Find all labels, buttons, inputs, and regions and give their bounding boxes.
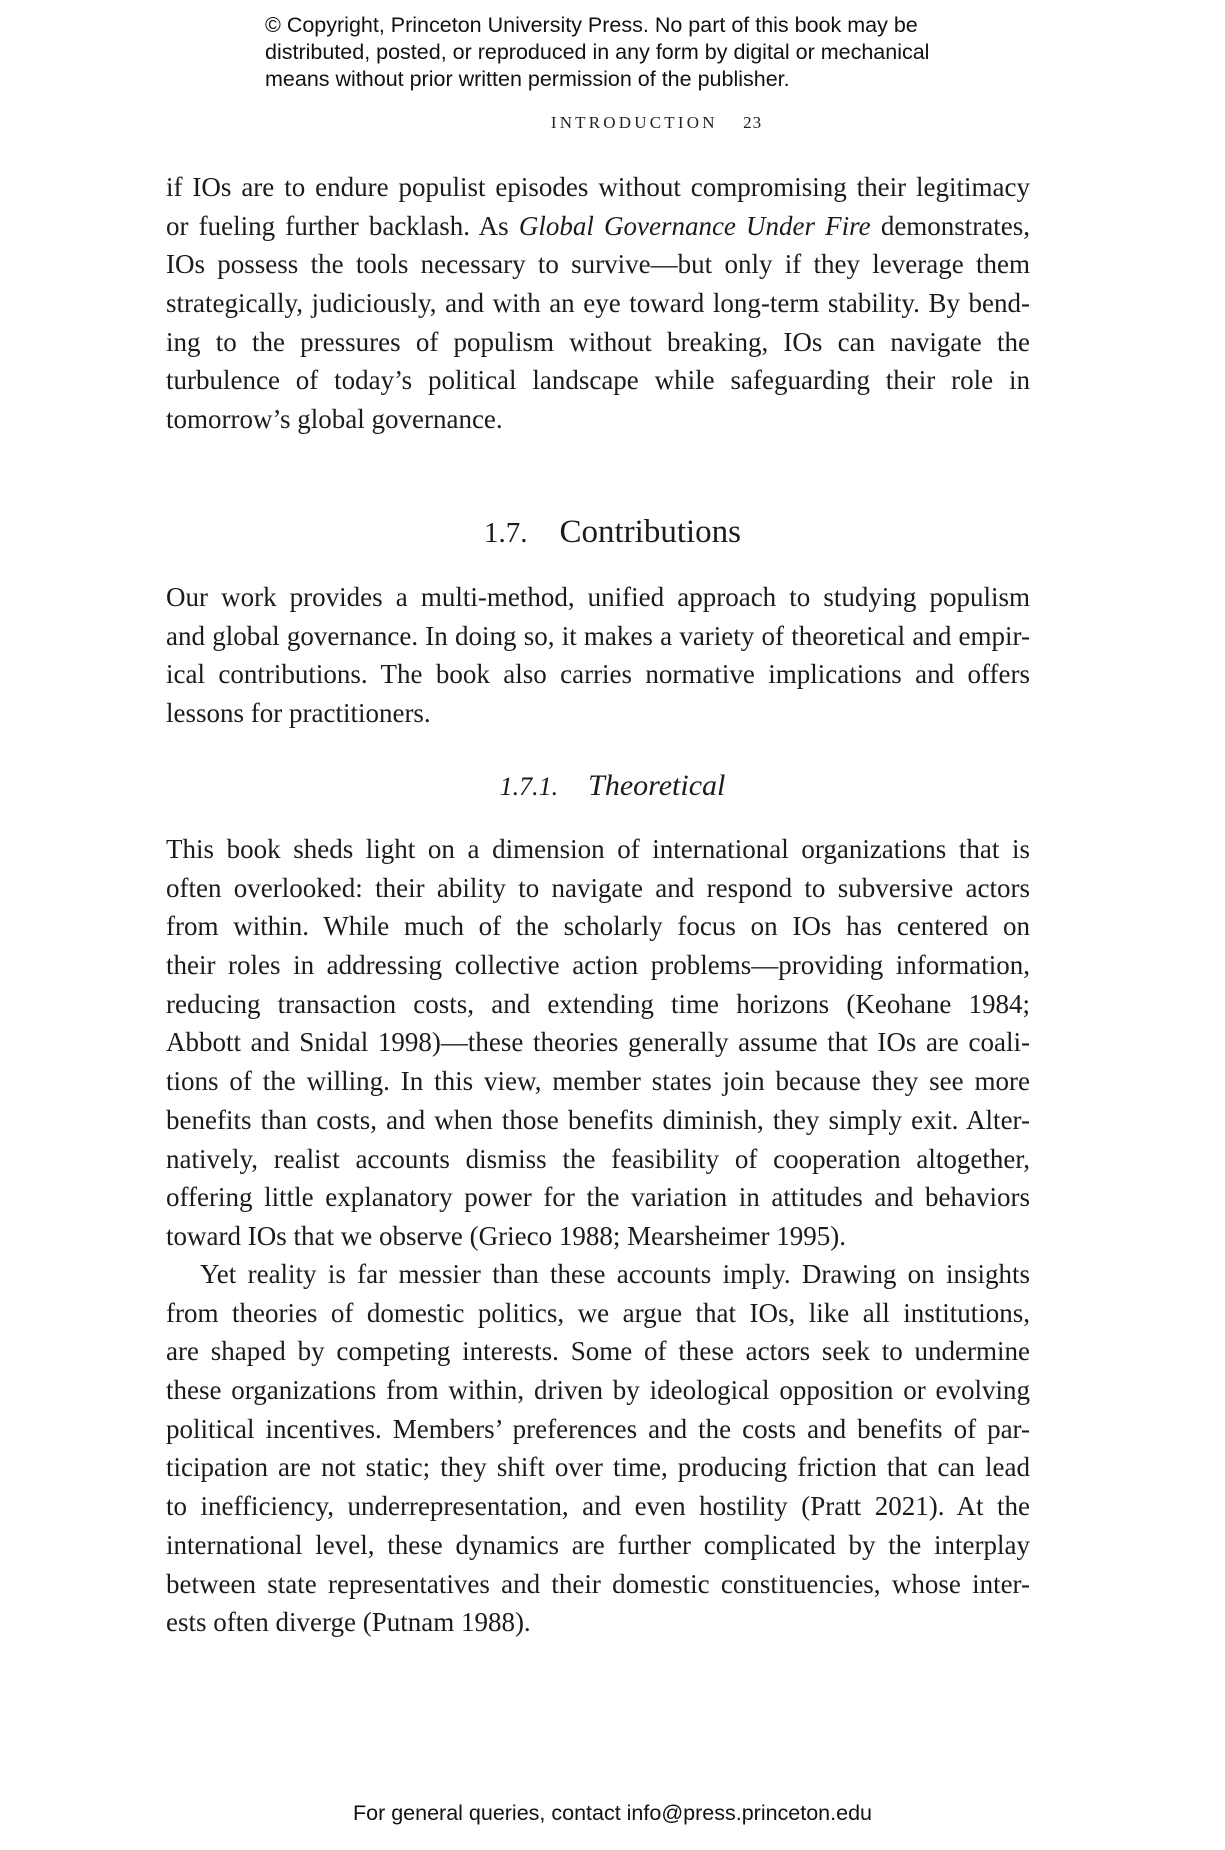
paragraph-contributions — [166, 578, 1030, 733]
text-line: from theories of domestic politics, we argue that IOs, like all institutions, — [166, 1297, 1030, 1328]
footer-text: For general queries, contact info@press.princeton.edu — [352, 1801, 872, 1825]
book-title: Global Governance Under Fire — [518, 210, 871, 241]
text-line: This book sheds light on a dimension of international organizations that is — [166, 834, 1030, 864]
text-line: benefits than costs, and when those benefits diminish, they simply exit. Alter- — [166, 1104, 1030, 1135]
copyright-line-1: © Copyright, Princeton University Press. No part of this book may be — [265, 13, 918, 37]
copyright-notice — [265, 12, 985, 93]
text-line: tomorrow’s global governance. — [166, 404, 503, 435]
text-line: between state representatives and their domestic constituencies, whose inter- — [166, 1568, 1030, 1599]
text-line: ing to the pressures of populism without breaking, IOs can navigate the — [166, 326, 1030, 357]
footer-contact — [0, 1801, 1225, 1826]
running-head-title: INTRODUCTION — [550, 113, 718, 132]
text-line: these organizations from within, driven by ideological opposition or evolving — [166, 1375, 1030, 1406]
text-line: political incentives. Members’ preferences and the costs and benefits of par- — [166, 1413, 1030, 1444]
text-line: turbulence of today’s political landscape while safeguarding their role in — [166, 365, 1030, 396]
text-line: natively, realist accounts dismiss the feasibility of cooperation altogether, — [166, 1143, 1030, 1174]
copyright-line-3: means without prior written permission of the publisher. — [265, 67, 790, 91]
text-line: often overlooked: their ability to navigate and respond to subversive actors — [166, 872, 1030, 903]
text-line: ticipation are not static; they shift over time, producing friction that can lead — [166, 1452, 1030, 1483]
text-line: Abbott and Snidal 1998)—these theories generally assume that IOs are coali- — [166, 1027, 1030, 1058]
text-line: are shaped by competing interests. Some of these actors seek to undermine — [166, 1336, 1030, 1367]
subsection-title: Theoretical — [588, 769, 726, 802]
text-line: or fueling further backlash. As Global Governance Under Fire demonstrates, — [166, 210, 1031, 241]
section-heading — [0, 514, 1225, 551]
text-line: to inefficiency, underrepresentation, and even hostility (Pratt 2021). At the — [166, 1491, 1030, 1522]
paragraph-opening — [166, 168, 1030, 439]
section-title: Contributions — [559, 514, 742, 550]
text-line: Our work provides a multi-method, unified approach to studying populism — [166, 582, 1030, 612]
section-number: 1.7. — [483, 517, 528, 549]
text-line: offering little explanatory power for the variation in attitudes and behaviors — [166, 1182, 1030, 1213]
page-number: 23 — [743, 113, 763, 132]
subsection-heading — [0, 769, 1225, 803]
text-line: ests often diverge (Putnam 1988). — [166, 1607, 531, 1638]
text-line: strategically, judiciously, and with an eye toward long-term stability. By bend- — [166, 288, 1030, 319]
paragraph-theoretical-1 — [166, 830, 1030, 1256]
text-line: if IOs are to endure populist episodes without compromising their legitimacy — [166, 172, 1030, 202]
text-line: tions of the willing. In this view, member states join because they see more — [166, 1066, 1030, 1097]
text-line: lessons for practitioners. — [166, 698, 431, 729]
text-line: and global governance. In doing so, it makes a variety of theoretical and empir- — [166, 620, 1030, 651]
text-line: toward IOs that we observe (Grieco 1988; Mearsheimer 1995). — [166, 1220, 847, 1251]
text-line: Yet reality is far messier than these accounts imply. Drawing on insights — [200, 1259, 1030, 1289]
text-line: ical contributions. The book also carries normative implications and offers — [166, 659, 1030, 690]
text-line: from within. While much of the scholarly focus on IOs has centered on — [166, 911, 1030, 942]
copyright-line-2: distributed, posted, or reproduced in any form by digital or mechanical — [265, 40, 930, 64]
text-line: reducing transaction costs, and extending time horizons (Keohane 1984; — [166, 988, 1030, 1019]
text-line: international level, these dynamics are further complicated by the interplay — [166, 1529, 1030, 1560]
paragraph-theoretical-2 — [166, 1255, 1030, 1642]
subsection-number: 1.7.1. — [499, 772, 559, 801]
text-line: their roles in addressing collective action problems—providing information, — [166, 950, 1030, 981]
text-line: IOs possess the tools necessary to survive—but only if they leverage them — [166, 249, 1030, 280]
running-head — [0, 113, 1225, 133]
